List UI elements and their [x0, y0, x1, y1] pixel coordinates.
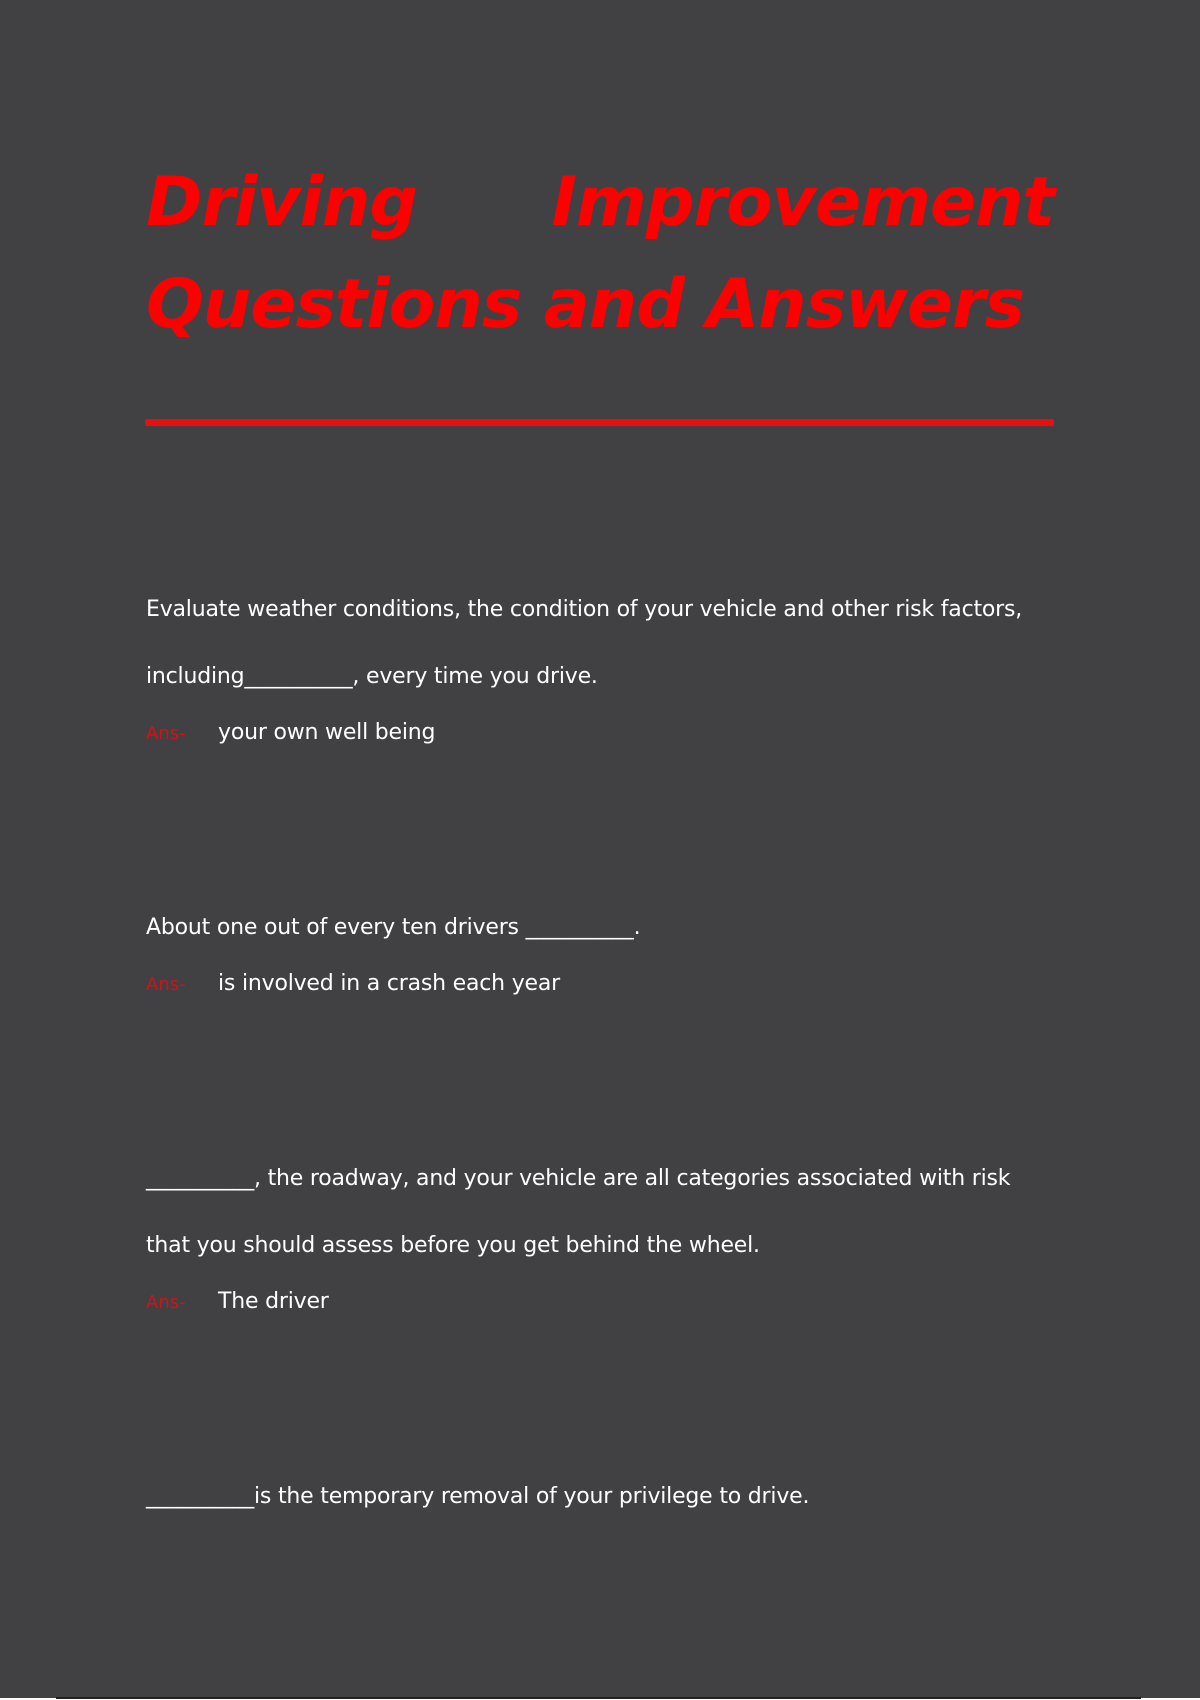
answer-label: Ans-	[146, 723, 186, 744]
answer-text: is involved in a crash each year	[218, 971, 561, 996]
qa-item	[146, 1145, 1046, 1320]
answer-text: The driver	[218, 1289, 329, 1314]
answer-row	[146, 1285, 1046, 1320]
question-text: __________is the temporary removal of your privilege to drive.	[146, 1484, 810, 1509]
qa-item	[146, 894, 1046, 1002]
qa-item	[146, 576, 1046, 751]
title-divider	[145, 419, 1054, 426]
question-text: __________, the roadway, and your vehicle are all categories associated with risk that you should assess before you get behind the wheel.	[146, 1166, 1018, 1258]
answer-row	[146, 716, 1046, 751]
document-title: Driving Improvement Questions and Answers	[146, 163, 1054, 344]
answer-text: your own well being	[218, 720, 436, 745]
answer-label: Ans-	[146, 1292, 186, 1313]
question-text: About one out of every ten drivers __________.	[146, 915, 641, 940]
answer-row	[146, 967, 1046, 1002]
page-bottom-border	[56, 1697, 1141, 1699]
question-text: Evaluate weather conditions, the condition of your vehicle and other risk factors, including__________, every time you drive.	[146, 597, 1029, 689]
answer-label: Ans-	[146, 974, 186, 995]
qa-item	[146, 1463, 1046, 1530]
